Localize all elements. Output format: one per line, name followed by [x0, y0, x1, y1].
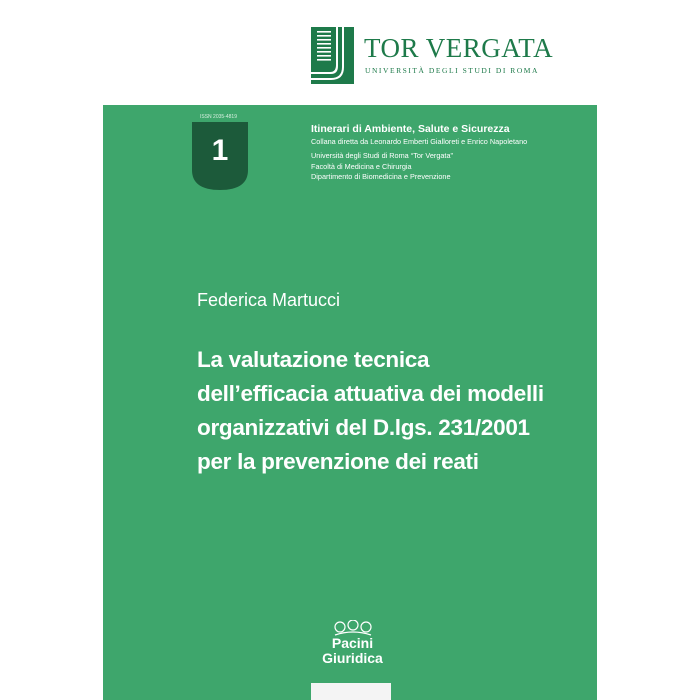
- series-editors: Collana diretta da Leonardo Emberti Gialloreti e Enrico Napoletano: [311, 137, 528, 146]
- series-title: Itinerari di Ambiente, Salute e Sicurezza: [311, 123, 510, 135]
- title-line: dell’efficacia attuativa dei modelli: [197, 381, 544, 406]
- book-cover: [103, 105, 597, 700]
- author-name: Federica Martucci: [197, 290, 341, 310]
- title-line: organizzativi del D.lgs. 231/2001: [197, 415, 530, 440]
- tor-vergata-logo-icon: [311, 27, 354, 84]
- series-info: [311, 123, 527, 183]
- affiliation: [311, 151, 527, 183]
- title-line: per la prevenzione dei reati: [197, 449, 479, 474]
- affiliation-line: Università degli Studi di Roma “Tor Vergata”: [311, 151, 453, 160]
- publisher-name: [315, 636, 390, 666]
- title-line: La valutazione tecnica: [197, 347, 430, 372]
- issn: ISSN 2035-4819: [200, 114, 237, 120]
- affiliation-line: Facoltà di Medicina e Chirurgia: [311, 161, 412, 171]
- publisher-logo: [315, 620, 390, 666]
- volume-number: 1: [211, 134, 229, 167]
- publisher-emblem-icon: [331, 620, 375, 636]
- publisher-line: Giuridica: [322, 650, 383, 666]
- bottom-label-bar: [311, 683, 391, 700]
- university-subtitle: UNIVERSITÀ DEGLI STUDI DI ROMA: [365, 66, 539, 75]
- affiliation-line: Dipartimento di Biomedicina e Prevenzione: [311, 172, 451, 181]
- university-name: TOR VERGATA: [364, 33, 554, 63]
- publisher-line: Pacini: [331, 635, 374, 651]
- book-title: [197, 343, 587, 479]
